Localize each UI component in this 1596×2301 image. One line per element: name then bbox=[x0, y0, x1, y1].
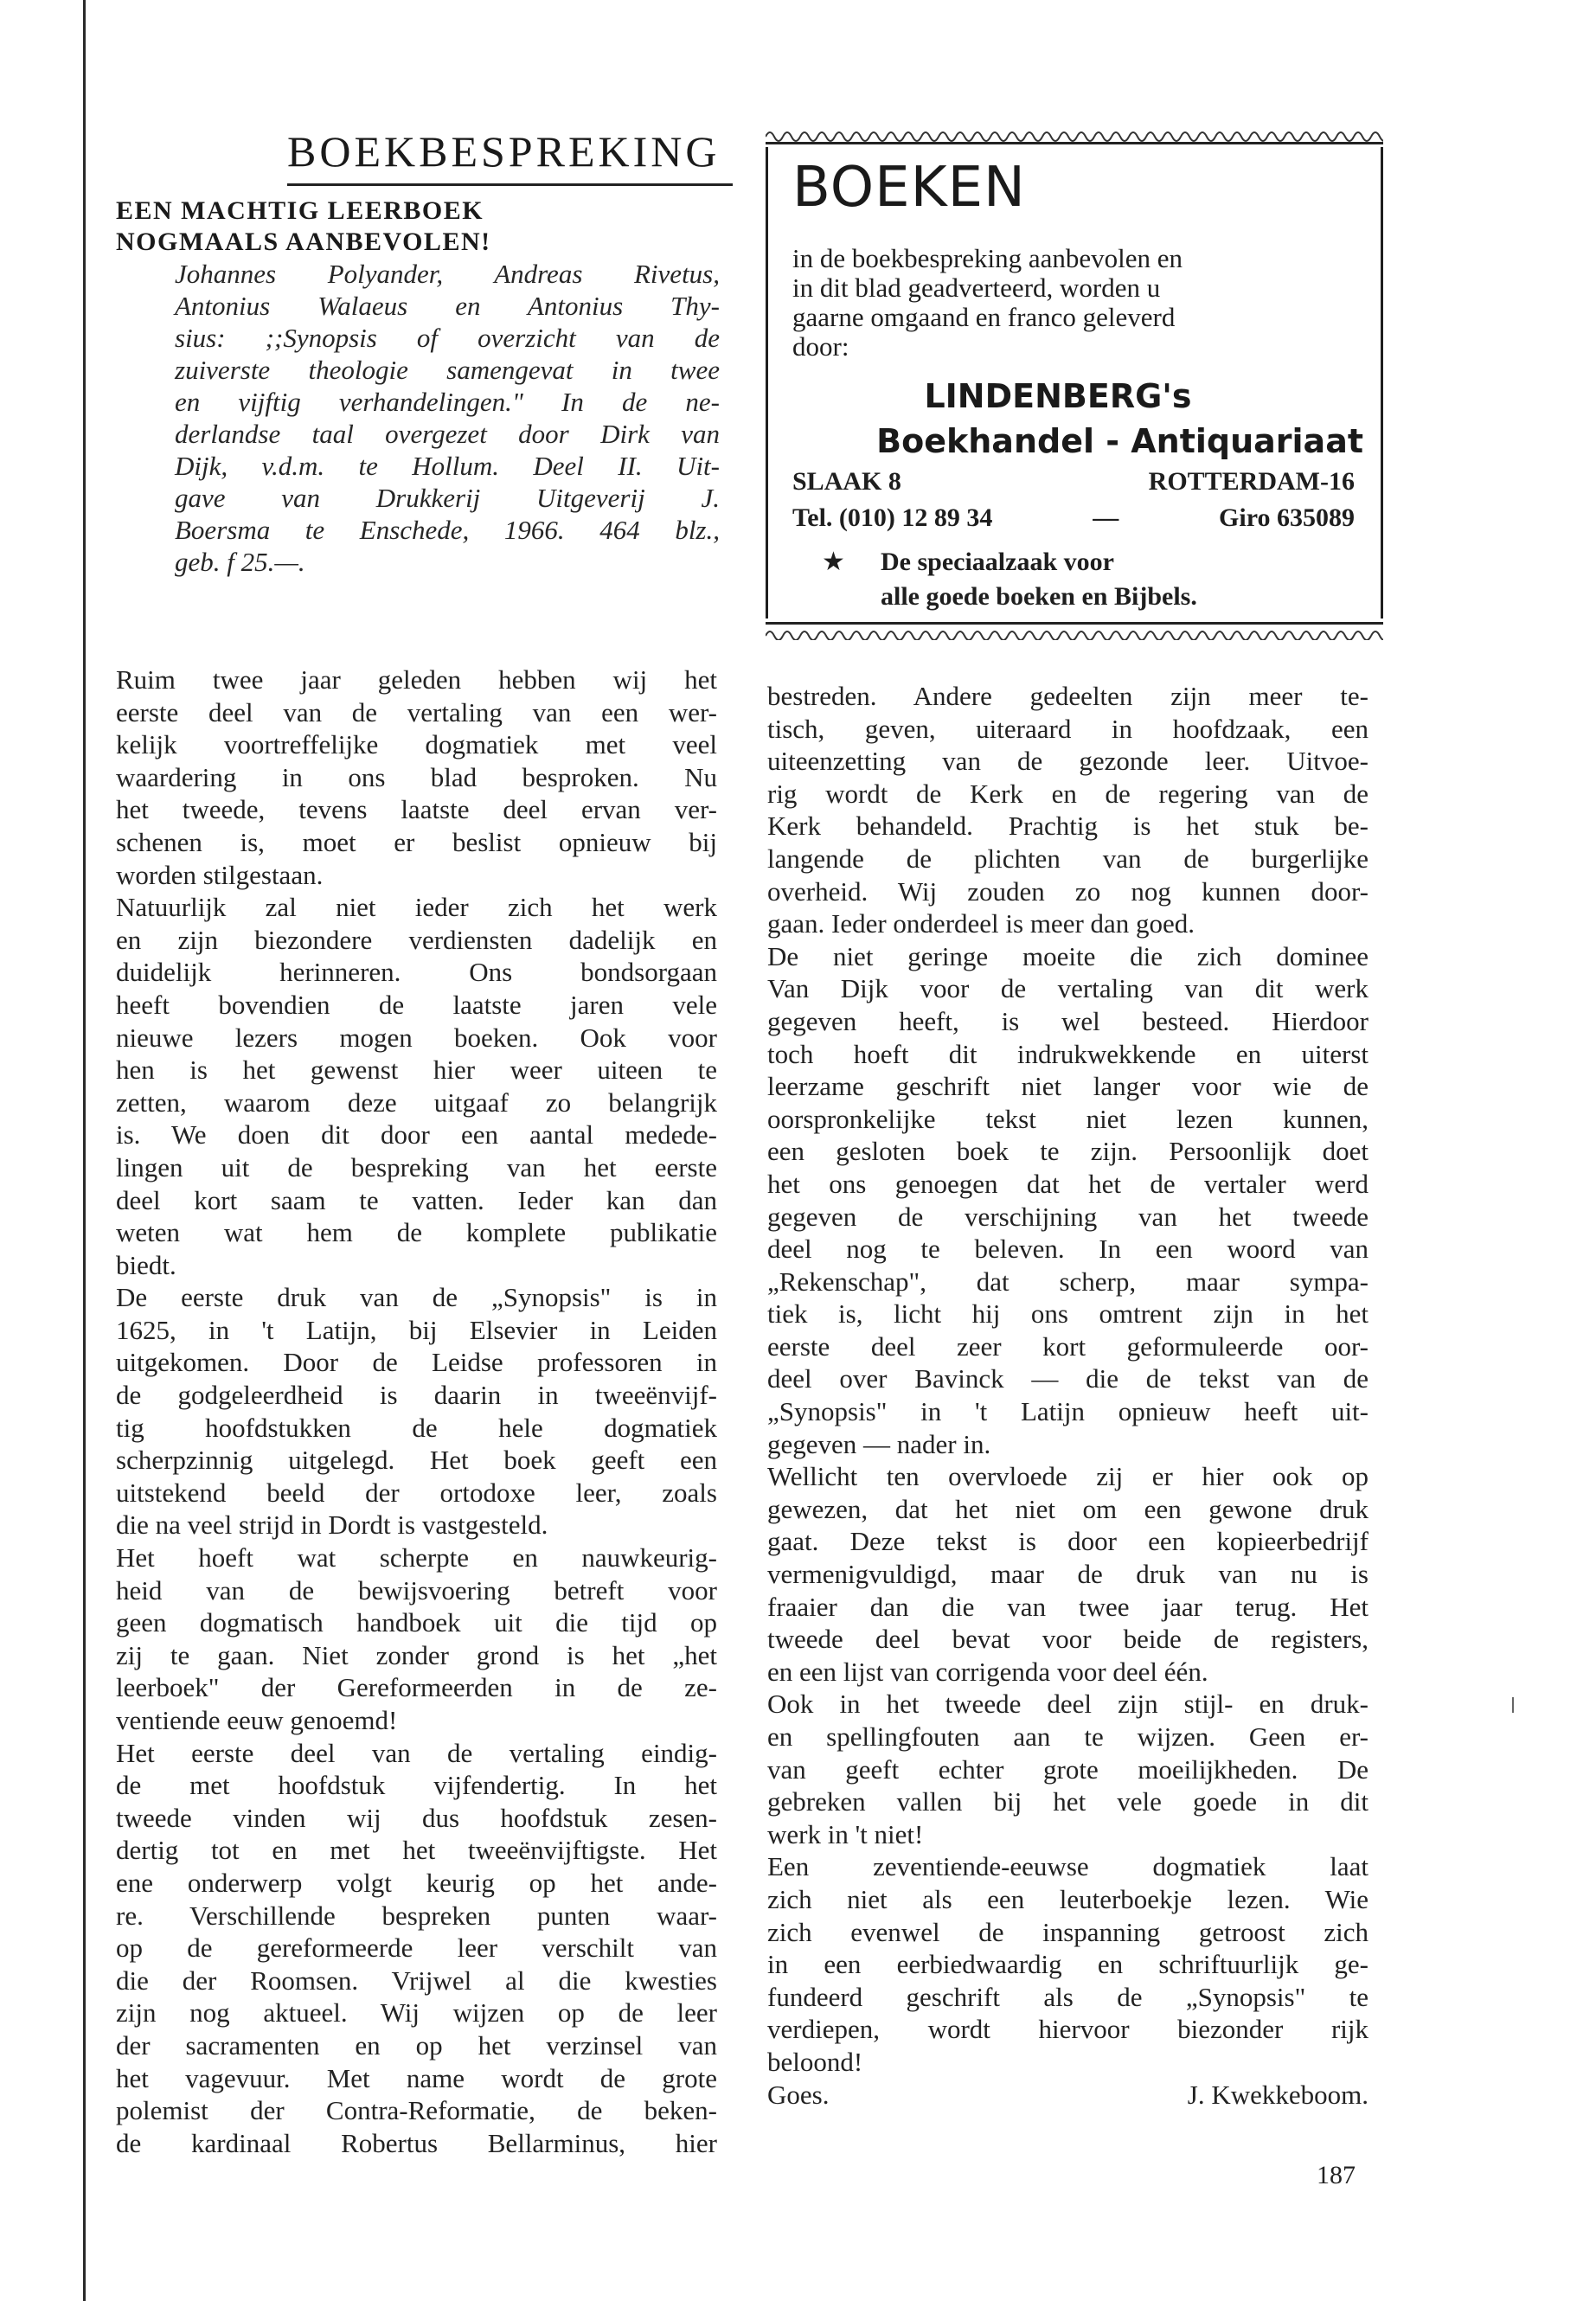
wave-segment bbox=[869, 631, 887, 640]
article-line: toch hoeft dit indrukwekkende en uiterst bbox=[767, 1038, 1368, 1069]
wave-segment bbox=[1025, 631, 1042, 640]
article-line: deel nog te beleven. In een woord van bbox=[767, 1234, 1368, 1265]
headline-line: NOGMAALS AANBEVOLEN! bbox=[116, 228, 491, 256]
wave-segment bbox=[835, 132, 852, 141]
wave-segment bbox=[1112, 132, 1129, 141]
article-line: Wellicht ten overvloede zij er hier ook op bbox=[767, 1461, 1368, 1492]
citation-line: gave van Drukkerij Uitgeverij J. bbox=[175, 483, 720, 513]
wave-segment bbox=[1060, 132, 1077, 141]
wave-pattern bbox=[766, 631, 1383, 640]
article-line: bestreden. Andere gedeelten zijn meer te- bbox=[767, 681, 1368, 711]
wave-segment bbox=[990, 132, 1008, 141]
article-line: de godgeleerdheid is daarin in tweeënvijf- bbox=[116, 1380, 717, 1411]
article-line: Kerk behandeld. Prachtig is het stuk be- bbox=[767, 811, 1368, 842]
wave-segment bbox=[1267, 132, 1285, 141]
wave-border-icon bbox=[766, 619, 1383, 640]
article-line: Het eerste deel van de vertaling eindig- bbox=[116, 1737, 717, 1768]
article-line: nieuwe lezers mogen boeken. Ook voor bbox=[116, 1022, 717, 1053]
article-line: duidelijk herinneren. Ons bondsorgaan bbox=[116, 957, 717, 988]
ad-border-bottom bbox=[766, 619, 1383, 640]
wave-segment bbox=[956, 132, 973, 141]
citation-line: sius: ;;Synopsis of overzicht van de bbox=[175, 323, 720, 353]
article-line: tisch, geven, uiteraard in hoofdzaak, een bbox=[767, 713, 1368, 744]
article-line: gaat. Deze tekst is door een kopieerbedrijf bbox=[767, 1526, 1368, 1557]
article-line: van geeft echter grote moeilijkheden. De bbox=[767, 1753, 1368, 1785]
article-line: geen dogmatisch handboek uit die tijd op bbox=[116, 1607, 717, 1638]
article-line: scherpzinnig uitgelegd. Het boek geeft een bbox=[116, 1445, 717, 1476]
article-line: een gesloten boek te zijn. Persoonlijk doet bbox=[767, 1136, 1368, 1167]
article-line: overheid. Wij zouden zo nog kunnen door- bbox=[767, 875, 1368, 907]
article-line: in een eerbiedwaardig en schriftuurlijk ge- bbox=[767, 1949, 1368, 1980]
wave-segment bbox=[1077, 132, 1094, 141]
bookshop-advertisement bbox=[766, 147, 1383, 619]
wave-segment bbox=[1285, 631, 1302, 640]
wave-segment bbox=[939, 631, 956, 640]
wave-segment bbox=[887, 631, 904, 640]
wave-segment bbox=[1008, 631, 1025, 640]
article-line: vermenigvuldigd, maar de druk van nu is bbox=[767, 1559, 1368, 1590]
wave-segment bbox=[1198, 631, 1215, 640]
wave-segment bbox=[869, 132, 887, 141]
article-line: de met hoofdstuk vijfendertig. In het bbox=[116, 1770, 717, 1801]
citation-line: Antonius Walaeus en Antonius Thy- bbox=[175, 291, 720, 321]
scan-speck bbox=[1512, 1697, 1514, 1713]
article-line: „Synopsis" in 't Latijn opnieuw heeft uit- bbox=[767, 1396, 1368, 1427]
citation-line: geb. f 25.—. bbox=[175, 547, 305, 577]
signature-name: J. Kwekkeboom. bbox=[1187, 2079, 1368, 2110]
specialty-line: alle goede boeken en Bijbels. bbox=[881, 582, 1197, 611]
wave-segment bbox=[1336, 631, 1354, 640]
wave-segment bbox=[921, 631, 939, 640]
article-line: beloond! bbox=[767, 2046, 863, 2077]
ad-intro bbox=[792, 244, 1346, 362]
wave-border-icon bbox=[766, 126, 1383, 147]
wave-segment bbox=[1077, 631, 1094, 640]
wave-segment bbox=[973, 631, 990, 640]
article-line: fraaier dan die van twee jaar terug. Het bbox=[767, 1591, 1368, 1622]
shop-specialty bbox=[881, 545, 1197, 614]
citation-line: zuiverste theologie samengevat in twee bbox=[175, 355, 720, 385]
wave-segment bbox=[1129, 132, 1146, 141]
ad-intro-line: in de boekbespreking aanbevolen en bbox=[792, 243, 1183, 273]
article-line: kelijk voortreffelijke dogmatiek met veel bbox=[116, 729, 717, 760]
article-line: schenen is, moet er beslist opnieuw bij bbox=[116, 826, 717, 857]
wave-segment bbox=[887, 132, 904, 141]
wave-segment bbox=[1163, 631, 1181, 640]
article-line: gebreken vallen bij het vele goede in dit bbox=[767, 1786, 1368, 1817]
article-line: der sacramenten en op het verzinsel van bbox=[116, 2029, 717, 2061]
article-line: eerste deel zeer kort geformuleerde oor- bbox=[767, 1330, 1368, 1362]
article-line: waardering in ons blad besproken. Nu bbox=[116, 761, 717, 792]
article-line: gewezen, dat het niet om een gewone druk bbox=[767, 1493, 1368, 1524]
wave-segment bbox=[1181, 132, 1198, 141]
wave-segment bbox=[1112, 631, 1129, 640]
article-line: en spellingfouten aan te wijzen. Geen er- bbox=[767, 1721, 1368, 1752]
scan-edge bbox=[83, 0, 86, 2301]
wave-segment bbox=[766, 132, 783, 141]
article-line: De eerste druk van de „Synopsis" is in bbox=[116, 1282, 717, 1313]
shop-city: ROTTERDAM-16 bbox=[1148, 467, 1355, 496]
citation-line: Boersma te Enschede, 1966. 464 blz., bbox=[175, 515, 720, 545]
article-line: eerste deel van de vertaling van een wer- bbox=[116, 696, 717, 727]
wave-segment bbox=[1302, 631, 1319, 640]
article-line: zich evenwel de inspanning getroost zich bbox=[767, 1916, 1368, 1947]
wave-segment bbox=[956, 631, 973, 640]
wave-segment bbox=[783, 631, 800, 640]
article-line: langende de plichten van de burgerlijke bbox=[767, 843, 1368, 874]
wave-segment bbox=[817, 631, 835, 640]
shop-contact bbox=[792, 503, 1355, 533]
article-line: lingen uit de bespreking van het eerste bbox=[116, 1151, 717, 1183]
article-line: verdiepen, wordt hiervoor biezonder rijk bbox=[767, 2014, 1368, 2045]
wave-segment bbox=[1319, 132, 1336, 141]
article-line: leerzame geschrift niet langer voor wie de bbox=[767, 1071, 1368, 1102]
wave-segment bbox=[1025, 132, 1042, 141]
article-line: heeft bovendien de laatste jaren vele bbox=[116, 989, 717, 1020]
wave-segment bbox=[973, 132, 990, 141]
wave-segment bbox=[1163, 132, 1181, 141]
article-line: biedt. bbox=[116, 1249, 176, 1280]
article-line: leerboek" der Gereformeerden in de ze- bbox=[116, 1672, 717, 1703]
article-line: Ook in het tweede deel zijn stijl- en druk- bbox=[767, 1689, 1368, 1720]
article-line: zetten, waarom deze uitgaaf zo belangrijk bbox=[116, 1086, 717, 1118]
article-line: die der Roomsen. Vrijwel al die kwesties bbox=[116, 1965, 717, 1996]
ad-intro-line: door: bbox=[792, 331, 849, 362]
article-line: uiteenzetting van de gezonde leer. Uitvoe- bbox=[767, 746, 1368, 777]
specialty-line: De speciaalzaak voor bbox=[881, 548, 1114, 576]
wave-segment bbox=[1233, 631, 1250, 640]
article-line: ventiende eeuw genoemd! bbox=[116, 1705, 398, 1735]
article-line: 1625, in 't Latijn, bij Elsevier in Leiden bbox=[116, 1314, 717, 1345]
ad-border-top bbox=[766, 126, 1383, 147]
article-line: deel over Bavinck — die de tekst van de bbox=[767, 1363, 1368, 1394]
wave-segment bbox=[852, 631, 869, 640]
wave-segment bbox=[1008, 132, 1025, 141]
article-line: zij te gaan. Niet zonder grond is het „het bbox=[116, 1639, 717, 1670]
star-icon: ★ bbox=[822, 548, 845, 576]
wave-segment bbox=[835, 631, 852, 640]
page-number: 187 bbox=[1317, 2161, 1356, 2189]
signature-place: Goes. bbox=[767, 2079, 830, 2110]
citation-line: Dijk, v.d.m. te Hollum. Deel II. Uit- bbox=[175, 451, 720, 481]
citation-line: derlandse taal overgezet door Dirk van bbox=[175, 419, 720, 449]
article-headline bbox=[116, 195, 739, 258]
wave-segment bbox=[1354, 631, 1371, 640]
article-line: is. We doen dit door een aantal medede- bbox=[116, 1119, 717, 1150]
wave-segment bbox=[783, 132, 800, 141]
wave-segment bbox=[1042, 132, 1060, 141]
article-line: tweede deel bevat voor beide de registers, bbox=[767, 1624, 1368, 1655]
wave-segment bbox=[817, 132, 835, 141]
wave-segment bbox=[766, 631, 783, 640]
citation-line: Johannes Polyander, Andreas Rivetus, bbox=[175, 259, 720, 289]
shop-address bbox=[792, 467, 1355, 497]
wave-segment bbox=[1129, 631, 1146, 640]
article-column-left bbox=[116, 663, 717, 2159]
article-line: gegeven heeft, is wel besteed. Hierdoor bbox=[767, 1005, 1368, 1036]
signature bbox=[767, 2079, 1368, 2112]
wave-segment bbox=[1094, 132, 1112, 141]
wave-segment bbox=[1042, 631, 1060, 640]
wave-segment bbox=[1215, 631, 1233, 640]
page-title: BOEKBESPREKING bbox=[287, 127, 721, 176]
article-line: deel kort saam te vatten. Ieder kan dan bbox=[116, 1184, 717, 1215]
wave-segment bbox=[904, 132, 921, 141]
wave-segment bbox=[904, 631, 921, 640]
wave-segment bbox=[1336, 132, 1354, 141]
article-line: het tweede, tevens laatste deel ervan ver- bbox=[116, 794, 717, 825]
shop-giro: Giro 635089 bbox=[1219, 503, 1355, 532]
wave-segment bbox=[1181, 631, 1198, 640]
ad-intro-line: in dit blad geadverteerd, worden u bbox=[792, 272, 1161, 303]
wave-segment bbox=[1146, 631, 1163, 640]
article-line: hen is het gewenst hier weer uiteen te bbox=[116, 1054, 717, 1086]
article-line: worden stilgestaan. bbox=[116, 859, 324, 890]
wave-segment bbox=[1094, 631, 1112, 640]
contact-dash: — bbox=[1093, 503, 1119, 532]
article-line: tiek is, licht hij ons omtrent zijn in het bbox=[767, 1298, 1368, 1330]
article-line: Een zeventiende-eeuwse dogmatiek laat bbox=[767, 1851, 1368, 1882]
wave-segment bbox=[990, 631, 1008, 640]
article-line: re. Verschillende bespreken punten waar- bbox=[116, 1900, 717, 1931]
article-line: het vagevuur. Met name wordt de grote bbox=[116, 2062, 717, 2093]
article-line: dertig tot en met het tweeënvijftigste. Het bbox=[116, 1835, 717, 1866]
article-line: tweede vinden wij dus hoofdstuk zesen- bbox=[116, 1802, 717, 1833]
article-line: Natuurlijk zal niet ieder zich het werk bbox=[116, 892, 717, 923]
article-line: weten wat hem de komplete publikatie bbox=[116, 1217, 717, 1248]
shop-phone: Tel. (010) 12 89 34 bbox=[792, 503, 993, 532]
wave-segment bbox=[1371, 631, 1383, 640]
title-rule bbox=[287, 183, 733, 186]
headline-line: EEN MACHTIG LEERBOEK bbox=[116, 196, 484, 225]
article-line: werk in 't niet! bbox=[767, 1818, 924, 1849]
wave-segment bbox=[1215, 132, 1233, 141]
article-line: Van Dijk voor de vertaling van dit werk bbox=[767, 973, 1368, 1004]
wave-segment bbox=[1319, 631, 1336, 640]
wave-segment bbox=[1250, 631, 1267, 640]
article-line: en zijn biezondere verdiensten dadelijk en bbox=[116, 924, 717, 955]
ad-intro-line: gaarne omgaand en franco geleverd bbox=[792, 302, 1176, 332]
wave-segment bbox=[1285, 132, 1302, 141]
article-line: op de gereformeerde leer verschilt van bbox=[116, 1932, 717, 1964]
wave-segment bbox=[939, 132, 956, 141]
article-line: ene onderwerp volgt keurig op het ande- bbox=[116, 1867, 717, 1898]
wave-segment bbox=[1354, 132, 1371, 141]
article-line: heid van de bewijsvoering betreft voor bbox=[116, 1574, 717, 1606]
article-line: fundeerd geschrift als de „Synopsis" te bbox=[767, 1981, 1368, 2012]
citation-line: en vijftig verhandelingen." In de ne- bbox=[175, 387, 720, 417]
wave-segment bbox=[800, 132, 817, 141]
wave-segment bbox=[921, 132, 939, 141]
article-line: uitstekend beeld der ortodoxe leer, zoals bbox=[116, 1477, 717, 1508]
article-line: gaan. Ieder onderdeel is meer dan goed. bbox=[767, 908, 1195, 939]
article-column-right bbox=[767, 680, 1368, 2111]
article-line: polemist der Contra-Reformatie, de beken- bbox=[116, 2095, 717, 2126]
shop-street: SLAAK 8 bbox=[792, 467, 901, 496]
article-line: „Rekenschap", dat scherp, maar sympa- bbox=[767, 1266, 1368, 1297]
wave-segment bbox=[1302, 132, 1319, 141]
wave-segment bbox=[852, 132, 869, 141]
wave-segment bbox=[1371, 132, 1383, 141]
article-line: rig wordt de Kerk en de regering van de bbox=[767, 778, 1368, 809]
article-line: Het hoeft wat scherpte en nauwkeurig- bbox=[116, 1542, 717, 1574]
book-citation bbox=[175, 258, 720, 578]
wave-segment bbox=[1060, 631, 1077, 640]
article-line: zijn nog aktueel. Wij wijzen op de leer bbox=[116, 1997, 717, 2029]
article-line: en een lijst van corrigenda voor deel één. bbox=[767, 1656, 1208, 1687]
ad-title: BOEKEN bbox=[792, 156, 1026, 220]
article-line: zich niet als een leuterboekje lezen. Wie bbox=[767, 1883, 1368, 1914]
article-line: uitgekomen. Door de Leidse professoren in bbox=[116, 1347, 717, 1378]
shop-subtitle: Boekhandel - Antiquariaat bbox=[876, 422, 1363, 460]
article-line: de kardinaal Robertus Bellarminus, hier bbox=[116, 2127, 717, 2158]
wave-segment bbox=[1146, 132, 1163, 141]
shop-name: LINDENBERG's bbox=[924, 377, 1192, 415]
article-line: Ruim twee jaar geleden hebben wij het bbox=[116, 664, 717, 695]
article-line: oorspronkelijke tekst niet lezen kunnen, bbox=[767, 1103, 1368, 1134]
article-line: het ons genoegen dat het de vertaler werd bbox=[767, 1168, 1368, 1199]
wave-segment bbox=[1233, 132, 1250, 141]
wave-pattern bbox=[766, 132, 1383, 141]
article-line: die na veel strijd in Dordt is vastgesteld. bbox=[116, 1509, 548, 1541]
wave-segment bbox=[1267, 631, 1285, 640]
article-line: gegeven de verschijning van het tweede bbox=[767, 1201, 1368, 1232]
wave-segment bbox=[1250, 132, 1267, 141]
wave-segment bbox=[1198, 132, 1215, 141]
article-line: tig hoofdstukken de hele dogmatiek bbox=[116, 1412, 717, 1443]
article-line: gegeven — nader in. bbox=[767, 1428, 991, 1459]
article-line: De niet geringe moeite die zich dominee bbox=[767, 940, 1368, 971]
wave-segment bbox=[800, 631, 817, 640]
